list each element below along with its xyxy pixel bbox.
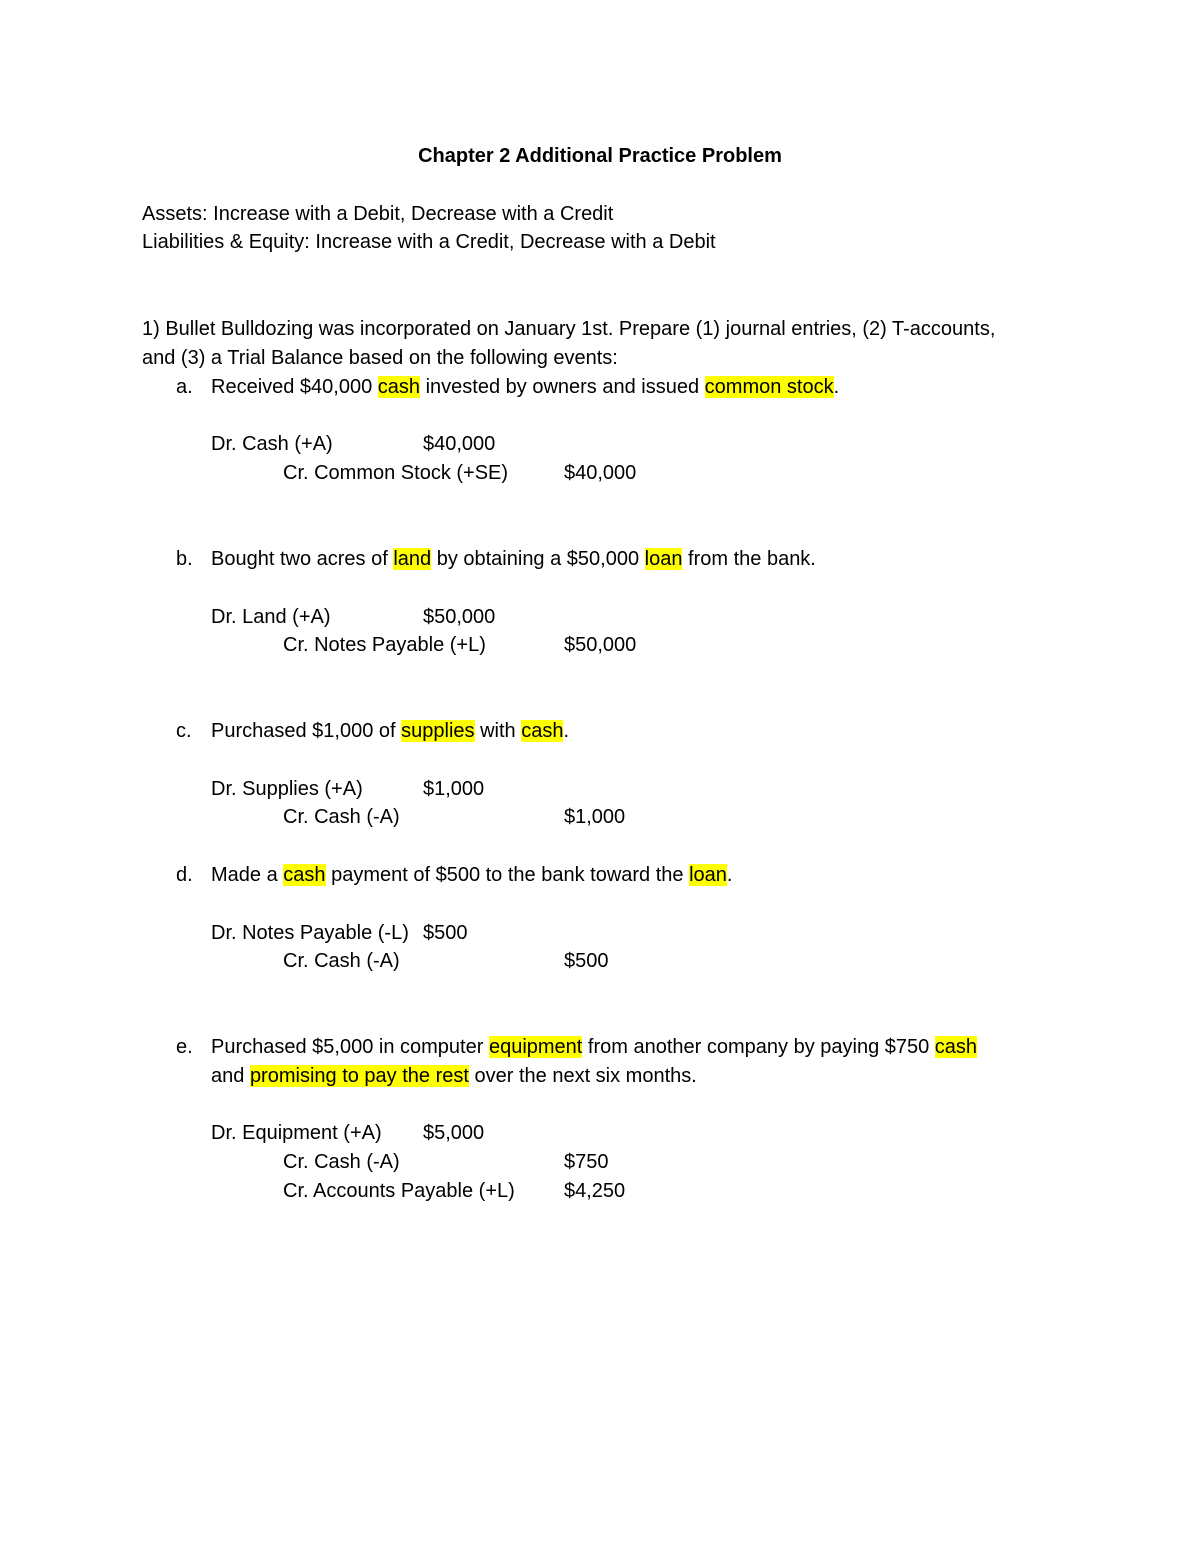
journal-credit-amount: $40,000 xyxy=(564,462,637,484)
journal-credit-amount: $750 xyxy=(564,1151,609,1173)
highlight-term: cash xyxy=(521,720,564,742)
event-letter: d. xyxy=(176,864,193,886)
journal-debit-account: Dr. Supplies (+A) xyxy=(211,778,363,800)
event-description: Purchased $1,000 of supplies with cash. xyxy=(211,720,570,742)
highlight-term: common stock xyxy=(704,376,834,398)
journal-credit-account: Cr. Notes Payable (+L) xyxy=(283,634,486,656)
highlight-term: cash xyxy=(283,864,326,886)
journal-credit-amount: $50,000 xyxy=(564,634,637,656)
event-letter: c. xyxy=(176,720,192,742)
journal-debit-account: Dr. Cash (+A) xyxy=(211,433,333,455)
journal-debit-amount: $1,000 xyxy=(423,778,485,800)
journal-credit-account: Cr. Accounts Payable (+L) xyxy=(283,1180,515,1202)
journal-debit-account: Dr. Land (+A) xyxy=(211,606,331,628)
journal-debit-amount: $50,000 xyxy=(423,606,496,628)
highlight-term: promising to pay the rest xyxy=(249,1065,469,1087)
highlight-term: supplies xyxy=(401,720,475,742)
highlight-term: loan xyxy=(689,864,727,886)
highlight-term: land xyxy=(393,548,432,570)
journal-credit-account: Cr. Cash (-A) xyxy=(283,950,400,972)
journal-debit-account: Dr. Equipment (+A) xyxy=(211,1122,382,1144)
journal-credit-account: Cr. Cash (-A) xyxy=(283,1151,400,1173)
journal-debit-amount: $40,000 xyxy=(423,433,496,455)
journal-credit-account: Cr. Cash (-A) xyxy=(283,806,400,828)
journal-credit-amount: $1,000 xyxy=(564,806,626,828)
highlight-term: loan xyxy=(644,548,683,570)
highlight-term: cash xyxy=(934,1036,978,1058)
event-description: Made a cash payment of $500 to the bank toward the loan. xyxy=(211,864,733,886)
problem-intro-line-1: 1) Bullet Bulldozing was incorporated on January 1st. Prepare (1) journal entries, (2) T-accounts, xyxy=(142,318,996,340)
highlight-term: equipment xyxy=(488,1036,583,1058)
debit-credit-rule-liabilities: Liabilities & Equity: Increase with a Credit, Decrease with a Debit xyxy=(142,231,716,253)
problem-intro-line-2: and (3) a Trial Balance based on the following events: xyxy=(142,347,618,369)
journal-debit-account: Dr. Notes Payable (-L) xyxy=(211,922,409,944)
journal-credit-amount: $500 xyxy=(564,950,609,972)
page-title: Chapter 2 Additional Practice Problem xyxy=(418,145,782,167)
event-letter: e. xyxy=(176,1036,193,1058)
event-description: Received $40,000 cash invested by owners and issued common stock. xyxy=(211,376,840,398)
journal-credit-amount: $4,250 xyxy=(564,1180,626,1202)
event-letter: a. xyxy=(176,376,193,398)
highlight-term: cash xyxy=(377,376,421,398)
journal-debit-amount: $5,000 xyxy=(423,1122,485,1144)
event-description: Bought two acres of land by obtaining a $50,000 loan from the bank. xyxy=(211,548,816,570)
event-description: Purchased $5,000 in computer equipment from another company by paying $750 cash xyxy=(211,1036,978,1058)
event-letter: b. xyxy=(176,548,193,570)
debit-credit-rule-assets: Assets: Increase with a Debit, Decrease with a Credit xyxy=(142,203,614,225)
journal-debit-amount: $500 xyxy=(423,922,468,944)
journal-credit-account: Cr. Common Stock (+SE) xyxy=(283,462,509,484)
event-description-continued: and promising to pay the rest over the next six months. xyxy=(211,1065,697,1087)
